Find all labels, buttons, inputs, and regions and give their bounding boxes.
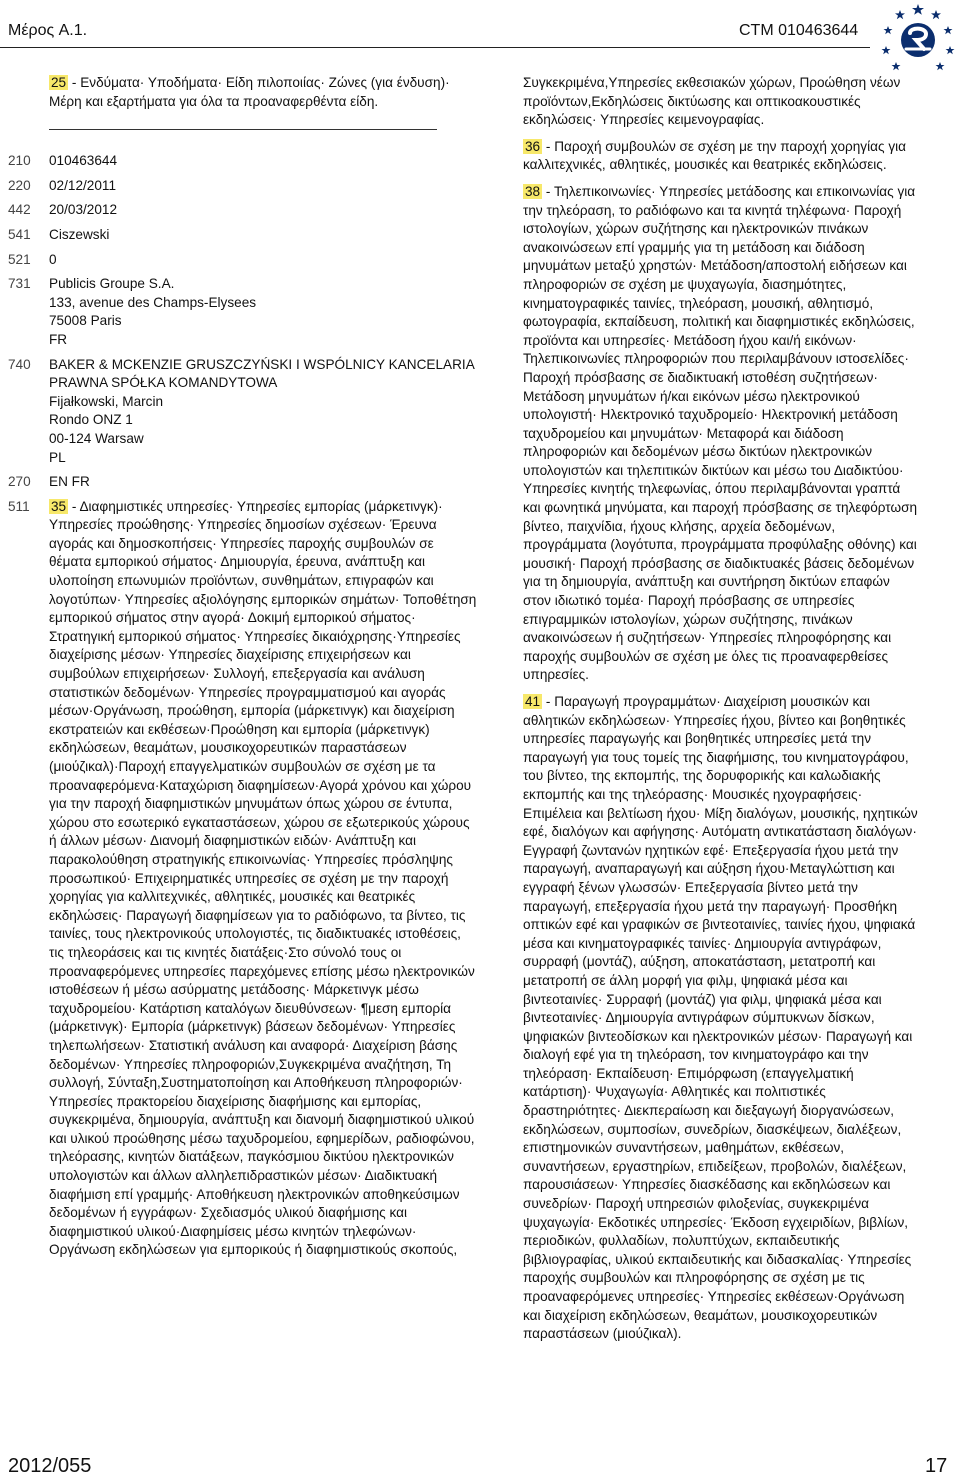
representative-firm: BAKER & MCKENZIE GRUSZCZYŃSKI I WSPÓLNICY KANCELARIA PRAWNA SPÓŁKA KOMANDYTOWA [49, 356, 475, 391]
page-header [0, 0, 960, 60]
class-description: - Διαφημιστικές υπηρεσίες· Υπηρεσίες εμπορίας (μάρκετινγκ)· Υπηρεσίες προώθησης· Υπηρεσίες δημοσίων σχέσεων· Έρευνα αγοράς και δημοσκοπήσεις· Υπηρεσίες παροχής συμβουλών σε θέματα εμπορικού σήματος· Δημιουργία, έρευνα, ανάπτυξη και υλοποίηση επωνυμιών προϊόντων, συνθημάτων, επιγραφών και λογοτύπων· Υπηρεσίες αξιολόγησης εμπορικών σημάτων· Τοποθέτηση εμπορικού σήματος στην αγορά· Δοκιμή εμπορικού σήματος· Στρατηγική εμπορικού σήματος· Υπηρεσίες δικαιόχρησης·Υπηρεσίες διαχείρισης μέσων· Υπηρεσίες διαχείρισης επιχειρήσεων και συμβούλων επιχειρήσεων· Συλλογή, επεξεργασία και ανάλυση στατιστικών δεδομένων· Υπηρεσίες προγραμματισμού και αγοράς μέσων·Οργάνωση, προώθηση, εμπορία (μάρκετινγκ) και διαχείριση εκστρατειών και εκθέσεων·Προώθηση και εμπορία (μάρκετινγκ) εκδηλώσεων, θεαμάτων, μουσικοχορευτικών παραστάσεων (μιούζικαλ)·Παροχή επαγγελματικών συμβουλών σε σχέση με τα προαναφερόμενα·Καταχώριση διαφημίσεων·Αγορά χρόνου και χώρου για την παροχή διαφημιστικών μηνυμάτων όπως χώρου σε έντυπα, χώρου στο εσωτερικό εγκαταστάσεων, χώρου σε εξωτερικούς χώρους ή άλλων μέσων· Διανομή διαφημιστικών ειδών· Ανάπτυξη και παρακολούθηση στρατηγικής επικοινωνίας· Υπηρεσίες πρόσληψης προσωπικού· Επιχειρηματικές υπηρεσίες σε σχέση με την παροχή χορηγίας για καλλιτεχνικές, αθλητικές, μουσικές και θεατρικές εκδηλώσεις· Παραγωγή διαφημίσεων για το ραδιόφωνο, τα βίντεο, τις ταινίες, τους ηλεκτρονικούς υπολογιστές, τις διαδικτυακές ιστοθέσεις, τις τηλεοράσεις και τις κινητές διατάξεις·Στο σύνολό τους οι προαναφερόμενες υπηρεσίες παρεχόμενες επίσης μέσω ηλεκτρονικών ιστοθέσεων ή μέσω ασύρματης μετάδοσης· Μάρκετινγκ μέσω ταχυδρομείου· Κατάρτιση καταλόγων διευθύνσεων· ¶μεση εμπορία (μάρκετινγκ)· Εμπορία (μάρκετινγκ) βάσεων δεδομένων· Υπηρεσίες τηλεπωλήσεων· Στατιστική ανάλυση και αναφορά· Διαχείριση βάσης δεδομένων· Υπηρεσίες πληροφοριών,Συγκεκριμένα αναζήτηση, Τη συλλογή, Σύνταξη,Συστηματοποίηση και Αποθήκευση πληροφοριών· Υπηρεσίες πρακτορείου διαχείρισης διαφήμισης και εμπορίας, συγκεκριμένα, δημιουργία, ανάπτυξη και διανομή διαφημιστικού υλικού και υλικού προώθησης μέσω ταχυδρομείου, εφημερίδων, ραδιοφώνου, τηλεόρασης, κινητών διατάξεων, παγκόσμιου δικτύου ηλεκτρονικών υπολογιστών και άλλων αλληλεπιδραστικών μέσων· Διαδικτυακή διαφήμιση επί γραμμής· Αποθήκευση ηλεκτρονικών αποθηκεύσιμων δεδομένων ή εγγράφων· Σχεδιασμός υλικού διαφήμισης και διαφημιστικού υλικού·Διαφημίσεις μέσω κινητών τηλεφώνων· Οργάνωση εκδηλώσεων για εμπορικούς ή διαφημιστικούς σκοπούς, [49, 498, 477, 1258]
field-code: 740 [8, 356, 31, 372]
bulletin-issue: 2012/055 [8, 1455, 92, 1477]
ohim-logo-icon [880, 2, 956, 78]
address-line: 00-124 Warsaw [49, 430, 144, 446]
field-code: 270 [8, 474, 31, 490]
section-label: Μέρος A.1. [8, 22, 88, 39]
address-line: 133, avenue des Champs-Elysees [49, 294, 257, 310]
left-column [8, 74, 478, 1260]
mark-text: Ciszewski [49, 226, 110, 242]
applicant-name: Publicis Groupe S.A. [49, 276, 175, 292]
field-740 [8, 356, 478, 468]
filing-date: 02/12/2011 [49, 177, 117, 193]
country-code: FR [49, 331, 68, 347]
ctm-number-header: CTM 010463644 [739, 22, 859, 39]
field-270 [8, 473, 478, 492]
class-number-badge: 25 [51, 75, 67, 90]
intro-class-25 [8, 74, 478, 111]
class-number-badge: 35 [51, 498, 67, 514]
class-35-continuation: Συγκεκριμένα,Υπηρεσίες εκθεσιακών χώρων, Προώθηση νέων προϊόντων,Εκδηλώσεις δικτύωσης και οπτικοακουστικές εκδηλώσεις· Υπηρεσίες κειμενογραφίας. [523, 75, 901, 128]
representative-name: Fijałkowski, Marcin [49, 393, 164, 409]
field-code: 541 [8, 226, 31, 242]
field-541 [8, 226, 478, 245]
class-41-entry [523, 693, 918, 1344]
page-number: 17 [925, 1455, 948, 1477]
field-value: 0 [49, 251, 57, 267]
field-511 [8, 498, 478, 1260]
field-442 [8, 201, 478, 220]
class-number-badge: 38 [525, 183, 541, 199]
field-code: 442 [8, 202, 31, 218]
languages: EN FR [49, 474, 90, 490]
field-code: 220 [8, 177, 31, 193]
address-line: Rondo ONZ 1 [49, 412, 133, 428]
field-code: 521 [8, 251, 31, 267]
publication-date: 20/03/2012 [49, 202, 118, 218]
class-number-badge: 36 [525, 138, 541, 154]
class-description: - Τηλεπικοινωνίες· Υπηρεσίες μετάδοσης και επικοινωνίας για την τηλεόραση, το ραδιόφωνο και τα κινητά τηλέφωνα· Παροχή ιστολογίων, χώρων συζήτησης και ηλεκτρονικών πινάκων ανακοινώσεων επί γραμμής για τη μετάδοση και διάδοση μηνυμάτων μεταξύ χρηστών· Μετάδοση/αποστολή ειδήσεων και πληροφοριών σε σχέση με ψυχαγωγία, διασημότητες, κινηματογραφικές ταινίες, τηλεόραση, μουσική, αθλητισμό, φωτογραφία, εκπαίδευση, πολιτική και διαφημιστικές εκδηλώσεις, προϊόντα και υπηρεσίες· Μετάδοση ήχου και/ή εικόνων· Τηλεπικοινωνίες πληροφοριών που περιλαμβάνουν ιστοσελίδες· Παροχή πρόσβασης σε διαδικτυακή ιστοθέση συζητήσεων· Μετάδοση μηνυμάτων ή/και εικόνων μέσω ηλεκτρονικού υπολογιστή· Ηλεκτρονικό ταχυδρομείο· Ηλεκτρονική μετάδοση ταχυδρομείου και μηνυμάτων· Μεταφορά και διάδοση πληροφοριών και δεδομένων μέσω δικτύων ηλεκτρονικών υπολογιστών και τηλεπιτικών δικτύων και μέσω του Διαδικτύου· Υπηρεσίες κινητής τηλεφωνίας, όπου περιλαμβάνονται γραπτά και φωνητικά μηνύματα, και παροχή πρόσβασης σε τηλεφόρτωση βίντεο, παιχνίδια, ήχους κλήσης, αρχεία δεδομένων, προγράμματα (λογότυπα, προγράμματα προφύλαξης οθόνης) και μουσική· Παροχή πρόσβασης σε διαδικτυακές βάσεις δεδομένων για τη δημιουργία, ανάπτυξη και συντήρηση δικτύων επαφών στον ιδιωτικό τομέα· Παροχή πρόσβασης σε υπηρεσίες επιγραμμικών ιστολογίων, χώρων συζήτησης, πινάκων ανακοινώσεων ή συζητήσεων· Υπηρεσίες πληροφόρησης και παροχής συμβουλών σε σχέση με όλες τις προαναφερθείσες υπηρεσίες. [523, 183, 918, 683]
class-36-entry [523, 138, 918, 175]
class-38-entry [523, 183, 918, 685]
representative-address [49, 356, 478, 468]
field-220 [8, 177, 478, 196]
class-description: - Ενδύματα· Υποδήματα· Είδη πιλοποιίας· Ζώνες (για ένδυση)· Μέρη και εξαρτήματα για όλα τα προαναφερθέντα είδη. [49, 75, 450, 109]
class-description: - Παραγωγή προγραμμάτων· Διαχείριση μουσικών και αθλητικών εκδηλώσεων· Υπηρεσίες ήχου, βίντεο και βοηθητικές υπηρεσίες παραγωγής και βοηθητικές υπηρεσίες μετά την παραγωγή για τους τομείς της διαφήμισης, του κινηματογράφου, του βίντεο, της εκπομπής, της δορυφορικής και καλωδιακής εκπομπής και της τηλεόρασης· Μουσικές ηχογραφήσεις· Επιμέλεια και βελτίωση ήχου· Μίξη διαλόγων, μουσικής, ηχητικών εφέ, διαλόγων και αφήγησης· Αυτόματη αντικατάσταση διαλόγων· Εγγραφή ζωντανών ηχητικών εφέ· Επεξεργασία ήχου μετά την παραγωγή, αναπαραγωγή και αύξηση ήχου·Μεταγλώττιση και εγγραφή ξένων γλωσσών· Επεξεργασία βίντεο μετά την παραγωγή, επεξεργασία ήχου μετά την παραγωγή· Προσθήκη οπτικών εφέ και γραφικών σε βιντεοταινίες, ταινίες ήχου, ψηφιακά μέσα και κινηματογραφικές ταινίες· Δημιουργία αντιγράφων, συρραφή (μοντάζ), αύξηση, αποκατάσταση, μετατροπή και μετατροπή σε άλλη μορφή για φιλμ, ψηφιακά μέσα και βιντεοταινίες· Συρραφή (μοντάζ) για φιλμ, ψηφιακά μέσα και βιντεοταινίες· Δημιουργία αντιγράφων σύμπυκνων δίσκων, ψηφιακών βιντεοδίσκων και ηλεκτρονικών μέσων· Παραγωγή και διαλογή εφέ για τη τηλεόραση, τον κινηματογράφο και την τηλεόραση· Εκπαίδευση· Επιμόρφωση (επαγγελματική κατάρτιση)· Ψυχαγωγία· Αθλητικές και πολιτιστικές δραστηριότητες· Διεκπεραίωση και διεξαγωγή διοργανώσεων, εκδηλώσεων, συμποσίων, συνεδρίων, διασκέψεων, διαλέξεων, επιστημονικών συναντήσεων, μαθημάτων, εκθέσεων, συναντήσεων, εργαστηρίων, επιδείξεων, προβολών, διαλέξεων, παρουσιάσεων· Υπηρεσίες διασκέδασης και εκδηλώσεων και συνεδρίων· Παροχή υπηρεσιών φιλοξενίας, συγκεκριμένα ψυχαγωγία· Εκδοτικές υπηρεσίες· Έκδοση εγχειριδίων, βιβλίων, περιοδικών, φυλλαδίων, πολυπτύχων, εκπαιδευτικής βιβλιογραφίας, υλικού εκπαιδευτικής και διδασκαλίας· Υπηρεσίες παροχής συμβουλών και πληροφόρησης σε σχέση με τις προαναφερόμενες υπηρεσίες· Υπηρεσίες εκθέσεων·Οργάνωση και διαχείριση εκδηλώσεων, θεαμάτων, μουσικοχορευτικών παραστάσεων (μιούζικαλ). [523, 694, 918, 1342]
field-code: 511 [8, 498, 30, 514]
field-521 [8, 251, 478, 270]
header-divider [0, 47, 870, 48]
address-line: 75008 Paris [49, 313, 122, 329]
field-code: 731 [8, 276, 31, 292]
application-number: 010463644 [49, 153, 118, 169]
field-210 [8, 152, 478, 171]
class-description: - Παροχή συμβουλών σε σχέση με την παροχή χορηγίας για καλλιτεχνικές, αθλητικές, μουσικές και θεατρικές εκδηλώσεις. [523, 138, 906, 173]
field-731 [8, 275, 478, 349]
applicant-address [49, 275, 478, 349]
field-code: 210 [8, 153, 31, 169]
right-column [523, 74, 918, 1352]
country-code: PL [49, 449, 66, 465]
class-number-badge: 41 [525, 694, 541, 709]
